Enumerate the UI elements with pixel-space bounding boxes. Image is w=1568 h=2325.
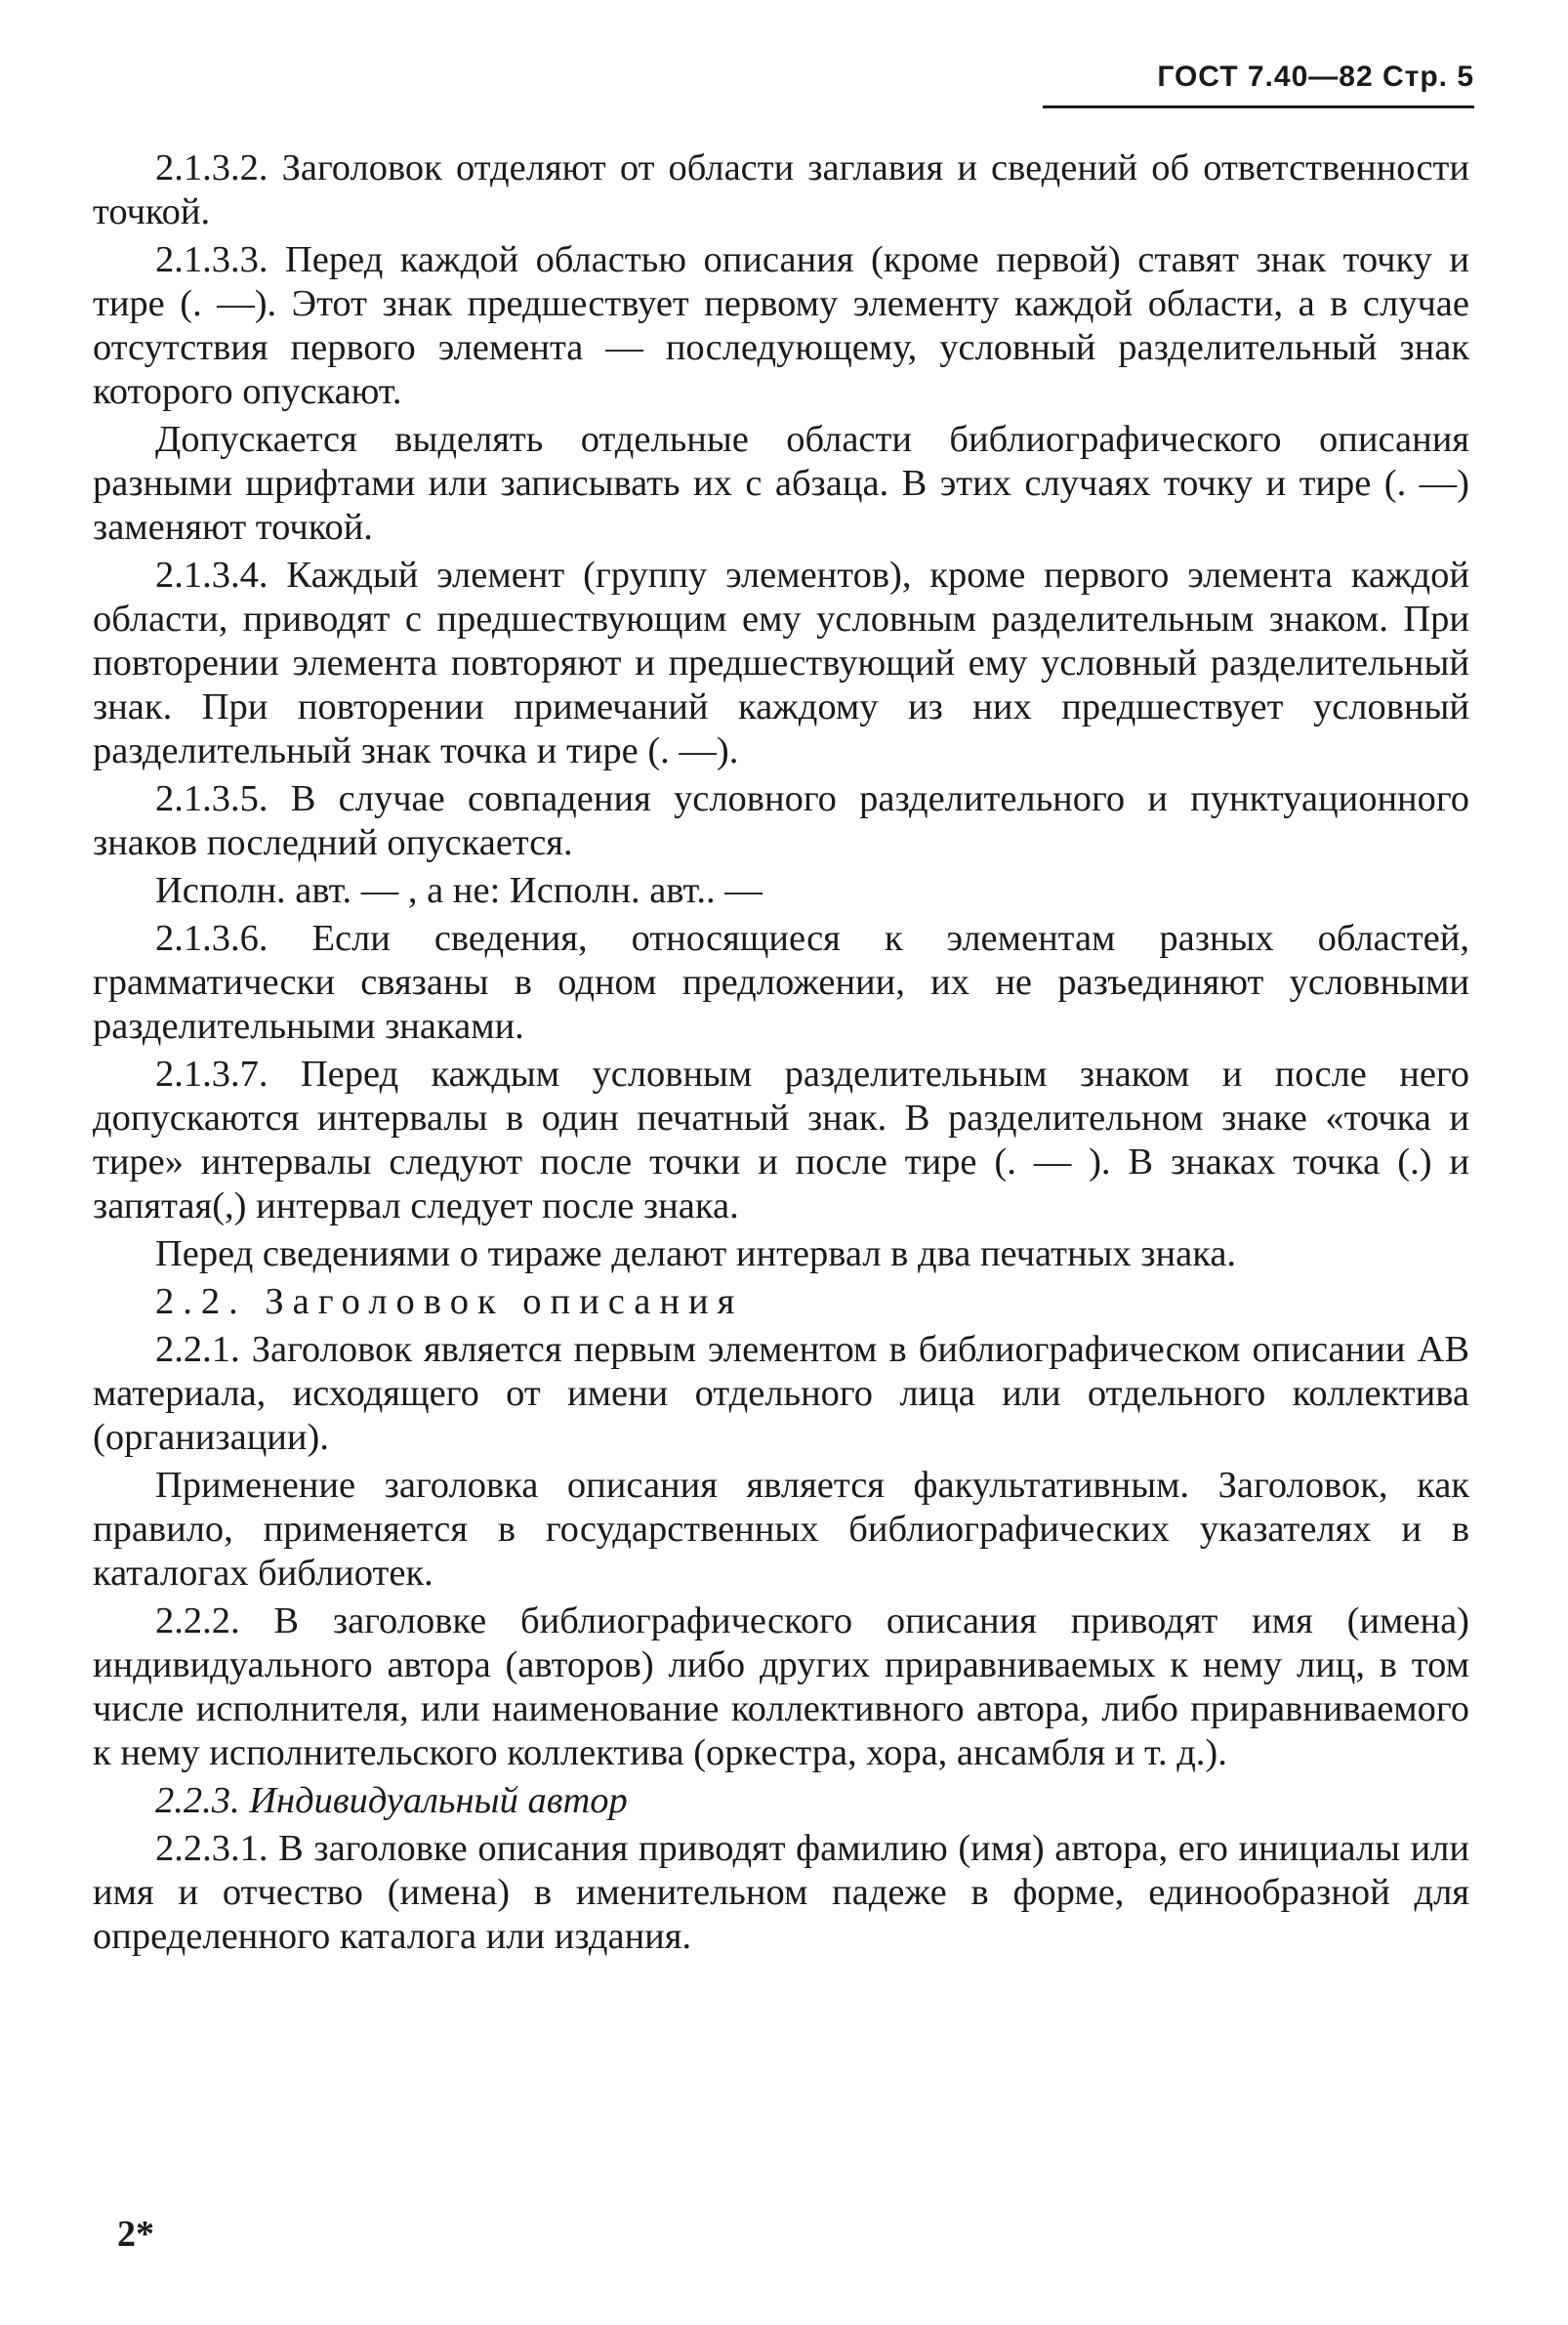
paragraph-2-1-3-4: 2.1.3.4. Каждый элемент (группу элементов), кроме первого элемента каждой области, приводят с предшествующим ему условным разделительным знаком. При повторении элемента повторяют и предшествующий ему условный разделительный знак. При повторении примечаний каждому из них предшествует условный разделительный знак точка и тире (. —). [93, 555, 1469, 771]
paragraph-2-1-3-2: 2.1.3.2. Заголовок отделяют от области заглавия и сведений об ответственности точкой. [93, 147, 1469, 232]
paragraph-2-2-2: 2.2.2. В заголовке библиографического описания приводят имя (имена) индивидуального автора (авторов) либо других приравниваемых к нему лиц, в том числе исполнителя, или наименование коллективного автора, либо приравниваемого к нему исполнительского коллектива (оркестра, хора, ансамбля и т. д.). [93, 1600, 1469, 1773]
paragraph-2-2-3-1: 2.2.3.1. В заголовке описания приводят фамилию (имя) автора, его инициалы или имя и отчество (имена) в именительном падеже в форме, единообразной для определенного каталога или издания. [93, 1828, 1469, 1957]
paragraph-allowed-fonts: Допускается выделять отдельные области библиографического описания разными шрифтами или записывать их с абзаца. В этих случаях точку и тире (. —) заменяют точкой. [93, 419, 1469, 548]
paragraph-circulation: Перед сведениями о тираже делают интервал в два печатных знака. [155, 1233, 1237, 1274]
paragraph-2-1-3-3: 2.1.3.3. Перед каждой областью описания (кроме первой) ставят знак точку и тире (. —). Этот знак предшествует первому элементу каждой области, а в случае отсутствия первого элемента — последующему, условный разделительный знак которого опускают. [93, 239, 1469, 412]
subsection-heading-2-2-3: 2.2.3. Индивидуальный автор [155, 1780, 628, 1821]
paragraph-2-1-3-6: 2.1.3.6. Если сведения, относящиеся к элементам разных областей, грамматически связаны в одном предложении, их не разъединяют условными разделительными знаками. [93, 918, 1469, 1047]
signature-mark: 2* [117, 2214, 154, 2255]
page-body [93, 146, 1469, 1959]
header-rule [1043, 105, 1474, 108]
section-heading-2-2: 2.2. Заголовок описания [155, 1281, 744, 1322]
page-header: ГОСТ 7.40—82 Стр. 5 [1157, 61, 1474, 93]
paragraph-2-1-3-7: 2.1.3.7. Перед каждым условным разделительным знаком и после него допускаются интервалы в один печатный знак. В разделительном знаке «точка и тире» интервалы следуют после точки и после тире (. — ). В знаках точка (.) и запятая(,) интервал следует после знака. [93, 1054, 1469, 1226]
paragraph-2-2-1: 2.2.1. Заголовок является первым элементом в библиографическом описании АВ материала, исходящего от имени отдельного лица или отдельного коллектива (организации). [93, 1329, 1469, 1458]
paragraph-2-1-3-5: 2.1.3.5. В случае совпадения условного разделительного и пунктуационного знаков последний опускается. [93, 778, 1469, 863]
paragraph-optional-heading: Применение заголовка описания является факультативным. Заголовок, как правило, применяется в государственных библиографических указателях и в каталогах библиотек. [93, 1465, 1469, 1594]
paragraph-example: Исполн. авт. — , а не: Исполн. авт.. — [155, 870, 763, 911]
